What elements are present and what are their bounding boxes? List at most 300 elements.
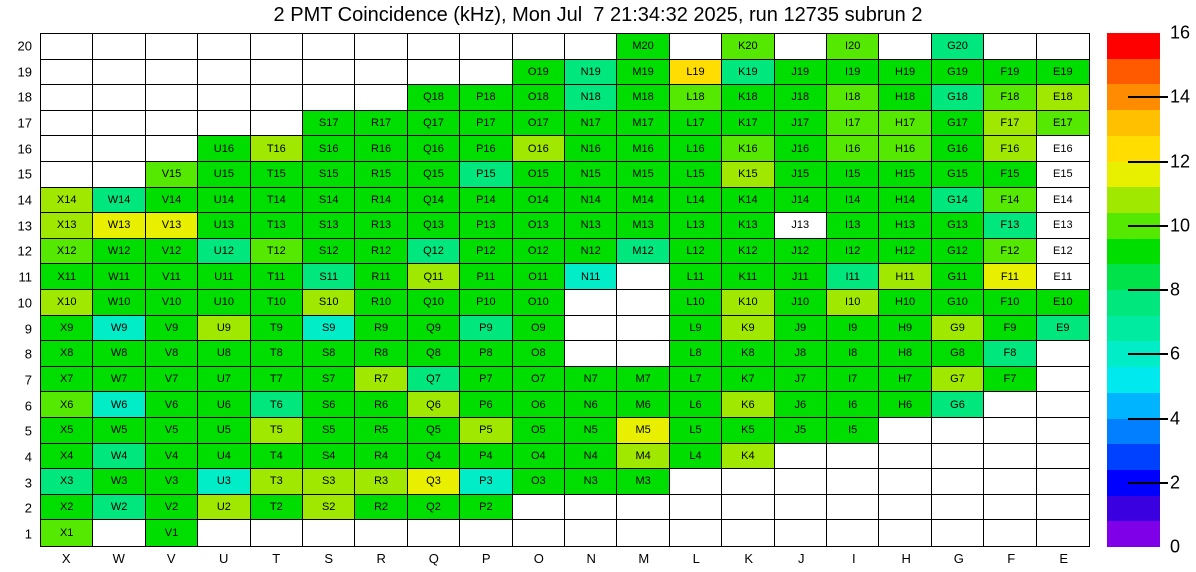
heatmap-cell: H11 <box>879 264 931 290</box>
heatmap-cell: E16 <box>1037 136 1089 162</box>
heatmap-cell: P8 <box>460 341 512 367</box>
heatmap-cell: I20 <box>827 34 879 60</box>
heatmap-cell: H9 <box>879 316 931 342</box>
heatmap-cell <box>565 34 617 60</box>
x-axis-tick-label: R <box>376 551 386 566</box>
heatmap-cell: G19 <box>932 60 984 86</box>
heatmap-cell <box>932 418 984 444</box>
heatmap-cell <box>1037 341 1089 367</box>
colorbar-tick-label: 6 <box>1170 343 1181 364</box>
heatmap-cell <box>1037 469 1089 495</box>
heatmap-cell: E19 <box>1037 60 1089 86</box>
heatmap-cell: H13 <box>879 213 931 239</box>
heatmap-cell: I5 <box>827 418 879 444</box>
colorbar-band <box>1107 187 1160 213</box>
heatmap-cell: L18 <box>670 85 722 111</box>
heatmap-cell: S16 <box>303 136 355 162</box>
heatmap-cell: L10 <box>670 290 722 316</box>
heatmap-cell <box>93 520 145 546</box>
heatmap-cell: T14 <box>251 188 303 214</box>
heatmap-cell <box>303 520 355 546</box>
heatmap-cell <box>251 111 303 137</box>
heatmap-cell <box>722 469 774 495</box>
heatmap-cell: U9 <box>198 316 250 342</box>
heatmap-cell: J9 <box>775 316 827 342</box>
heatmap-cell: T2 <box>251 495 303 521</box>
y-axis-tick-label: 16 <box>17 141 32 157</box>
heatmap-cell: N16 <box>565 136 617 162</box>
heatmap-cell: F16 <box>984 136 1036 162</box>
heatmap-cell: M19 <box>617 60 669 86</box>
heatmap-cell: V3 <box>146 469 198 495</box>
heatmap-cell: G20 <box>932 34 984 60</box>
heatmap-cell: H7 <box>879 367 931 393</box>
y-axis-tick-label: 12 <box>17 243 32 259</box>
heatmap-cell <box>775 444 827 470</box>
heatmap-cell: X1 <box>41 520 93 546</box>
heatmap-cell: Q9 <box>408 316 460 342</box>
heatmap-cell: I18 <box>827 85 879 111</box>
heatmap-cell: K19 <box>722 60 774 86</box>
y-axis-tick-label: 19 <box>17 64 32 80</box>
heatmap-cell: U4 <box>198 444 250 470</box>
heatmap-cell: H10 <box>879 290 931 316</box>
heatmap-cell <box>251 520 303 546</box>
heatmap-cell: S13 <box>303 213 355 239</box>
heatmap-cell: P2 <box>460 495 512 521</box>
heatmap-cell <box>355 60 407 86</box>
heatmap-cell: T5 <box>251 418 303 444</box>
heatmap-cell: Q5 <box>408 418 460 444</box>
heatmap-cell: T3 <box>251 469 303 495</box>
heatmap-cell: I6 <box>827 392 879 418</box>
heatmap-cell: N13 <box>565 213 617 239</box>
heatmap-cell: Q10 <box>408 290 460 316</box>
heatmap-cell: S6 <box>303 392 355 418</box>
heatmap-cell: G14 <box>932 188 984 214</box>
heatmap-cell: F15 <box>984 162 1036 188</box>
heatmap-cell: V4 <box>146 444 198 470</box>
heatmap-cell: Q18 <box>408 85 460 111</box>
heatmap-cell: O11 <box>513 264 565 290</box>
heatmap-cell: N3 <box>565 469 617 495</box>
heatmap-cell <box>565 290 617 316</box>
heatmap-cell: N11 <box>565 264 617 290</box>
heatmap-cell: O8 <box>513 341 565 367</box>
heatmap-cell: K14 <box>722 188 774 214</box>
heatmap-cell <box>513 495 565 521</box>
heatmap-cell: G13 <box>932 213 984 239</box>
heatmap-cell: F18 <box>984 85 1036 111</box>
heatmap-cell: F17 <box>984 111 1036 137</box>
heatmap-cell: K11 <box>722 264 774 290</box>
heatmap-cell: K20 <box>722 34 774 60</box>
heatmap-cell: X12 <box>41 239 93 265</box>
colorbar-band <box>1107 496 1160 522</box>
colorbar-band <box>1107 33 1160 59</box>
heatmap-cell: K12 <box>722 239 774 265</box>
heatmap-cell <box>879 495 931 521</box>
heatmap-cell: H12 <box>879 239 931 265</box>
heatmap-cell <box>41 34 93 60</box>
heatmap-cell: F10 <box>984 290 1036 316</box>
heatmap-cell: N4 <box>565 444 617 470</box>
heatmap-cell: G15 <box>932 162 984 188</box>
heatmap-cell: Q7 <box>408 367 460 393</box>
heatmap-cell: R13 <box>355 213 407 239</box>
heatmap-cell <box>670 495 722 521</box>
heatmap-cell: Q3 <box>408 469 460 495</box>
heatmap-cell <box>775 469 827 495</box>
heatmap-cell: P4 <box>460 444 512 470</box>
heatmap-cell: L7 <box>670 367 722 393</box>
heatmap-cell <box>984 444 1036 470</box>
heatmap-cell: U8 <box>198 341 250 367</box>
heatmap-cell: H15 <box>879 162 931 188</box>
heatmap-cell: P11 <box>460 264 512 290</box>
heatmap-cell <box>565 341 617 367</box>
y-axis-tick-label: 18 <box>17 89 32 105</box>
heatmap-cell <box>198 520 250 546</box>
colorbar-tick-line <box>1128 225 1168 227</box>
heatmap-cell <box>251 34 303 60</box>
heatmap-cell <box>827 520 879 546</box>
heatmap-cell: P3 <box>460 469 512 495</box>
heatmap-cell <box>251 85 303 111</box>
heatmap-cell: F19 <box>984 60 1036 86</box>
heatmap-cell: L9 <box>670 316 722 342</box>
heatmap-cell <box>670 520 722 546</box>
heatmap-cell <box>1037 392 1089 418</box>
heatmap-cell <box>879 520 931 546</box>
heatmap-cell: O15 <box>513 162 565 188</box>
heatmap-cell <box>1037 495 1089 521</box>
heatmap-cell: H14 <box>879 188 931 214</box>
heatmap-cell <box>41 85 93 111</box>
heatmap-cell: L8 <box>670 341 722 367</box>
heatmap-cell: M17 <box>617 111 669 137</box>
colorbar-tick-label: 16 <box>1170 22 1191 43</box>
heatmap-cell <box>41 111 93 137</box>
heatmap-cell: L15 <box>670 162 722 188</box>
y-axis-tick-label: 1 <box>24 526 32 542</box>
heatmap-cell: W11 <box>93 264 145 290</box>
heatmap-cell: K9 <box>722 316 774 342</box>
heatmap-cell: O16 <box>513 136 565 162</box>
heatmap-cell: F8 <box>984 341 1036 367</box>
heatmap-cell: N18 <box>565 85 617 111</box>
heatmap-cell: O10 <box>513 290 565 316</box>
heatmap-cell <box>460 34 512 60</box>
heatmap-cell <box>617 316 669 342</box>
heatmap-cell: R16 <box>355 136 407 162</box>
heatmap-cell: R9 <box>355 316 407 342</box>
heatmap-cell <box>146 111 198 137</box>
colorbar-tick-line <box>1128 418 1168 420</box>
heatmap-cell: R11 <box>355 264 407 290</box>
heatmap-cell: J18 <box>775 85 827 111</box>
y-axis-tick-label: 20 <box>17 38 32 54</box>
heatmap-cell <box>617 495 669 521</box>
heatmap-cell: O13 <box>513 213 565 239</box>
heatmap-cell: J5 <box>775 418 827 444</box>
heatmap-cell: W13 <box>93 213 145 239</box>
heatmap-cell: Q8 <box>408 341 460 367</box>
heatmap-cell <box>460 520 512 546</box>
x-axis-tick-label: O <box>533 551 544 566</box>
y-axis-tick-label: 10 <box>17 295 32 311</box>
heatmap-cell: F9 <box>984 316 1036 342</box>
heatmap-cell: P9 <box>460 316 512 342</box>
heatmap-cell: O12 <box>513 239 565 265</box>
heatmap-cell: J13 <box>775 213 827 239</box>
heatmap-cell: P7 <box>460 367 512 393</box>
heatmap-cell: M5 <box>617 418 669 444</box>
heatmap-cell: T6 <box>251 392 303 418</box>
heatmap-cell <box>984 495 1036 521</box>
heatmap-cell <box>1037 520 1089 546</box>
heatmap-cell: S3 <box>303 469 355 495</box>
heatmap-cell: G11 <box>932 264 984 290</box>
heatmap-cell <box>41 162 93 188</box>
heatmap-cell: V8 <box>146 341 198 367</box>
heatmap-cell: M13 <box>617 213 669 239</box>
heatmap-cell <box>1037 444 1089 470</box>
colorbar-band <box>1107 239 1160 265</box>
heatmap-cell: R6 <box>355 392 407 418</box>
heatmap-cell: J7 <box>775 367 827 393</box>
heatmap-cell <box>879 469 931 495</box>
heatmap-cell: I16 <box>827 136 879 162</box>
heatmap-cell: M12 <box>617 239 669 265</box>
colorbar-band <box>1107 419 1160 445</box>
x-axis-tick-label: L <box>692 551 700 566</box>
heatmap-cell: I19 <box>827 60 879 86</box>
heatmap-cell: U11 <box>198 264 250 290</box>
heatmap-cell: M4 <box>617 444 669 470</box>
heatmap-cell: W4 <box>93 444 145 470</box>
heatmap-cell <box>565 316 617 342</box>
heatmap-cell: X2 <box>41 495 93 521</box>
colorbar-band <box>1107 367 1160 393</box>
heatmap-cell <box>1037 34 1089 60</box>
heatmap-cell <box>827 444 879 470</box>
heatmap-cell: H16 <box>879 136 931 162</box>
heatmap-cell: J10 <box>775 290 827 316</box>
heatmap-cell: S11 <box>303 264 355 290</box>
heatmap-cell: Q4 <box>408 444 460 470</box>
heatmap-cell: X10 <box>41 290 93 316</box>
heatmap-cell <box>303 34 355 60</box>
heatmap-cell <box>93 60 145 86</box>
heatmap-cell: X4 <box>41 444 93 470</box>
heatmap-cell: T7 <box>251 367 303 393</box>
heatmap-cell: W8 <box>93 341 145 367</box>
heatmap-cell: U7 <box>198 367 250 393</box>
heatmap-cell: X13 <box>41 213 93 239</box>
heatmap-cell: L14 <box>670 188 722 214</box>
heatmap-cell: E9 <box>1037 316 1089 342</box>
heatmap-cell <box>41 136 93 162</box>
y-axis-tick-label: 5 <box>24 423 32 439</box>
heatmap-cell <box>408 60 460 86</box>
heatmap-cell: I11 <box>827 264 879 290</box>
x-axis-tick-label: S <box>324 551 334 566</box>
heatmap-cell: Q11 <box>408 264 460 290</box>
heatmap-cell <box>251 60 303 86</box>
heatmap-cell <box>722 520 774 546</box>
heatmap-cell: K4 <box>722 444 774 470</box>
heatmap-cell: V9 <box>146 316 198 342</box>
heatmap-cell: S10 <box>303 290 355 316</box>
heatmap-cell: W9 <box>93 316 145 342</box>
heatmap-cell: R12 <box>355 239 407 265</box>
heatmap-cell <box>984 469 1036 495</box>
heatmap-cell <box>932 520 984 546</box>
heatmap-cell <box>93 136 145 162</box>
x-axis-tick-label: V <box>166 551 176 566</box>
heatmap-cell: U13 <box>198 213 250 239</box>
x-axis-tick-label: P <box>481 551 491 566</box>
heatmap-cell: N7 <box>565 367 617 393</box>
colorbar-band <box>1107 521 1160 547</box>
y-axis-tick-label: 9 <box>24 321 32 337</box>
heatmap-cell: U6 <box>198 392 250 418</box>
heatmap-cell: N5 <box>565 418 617 444</box>
heatmap-cell <box>879 34 931 60</box>
heatmap-cell: I15 <box>827 162 879 188</box>
heatmap-cell: P16 <box>460 136 512 162</box>
heatmap-cell: G10 <box>932 290 984 316</box>
y-axis-tick-label: 14 <box>17 192 32 208</box>
heatmap-cell: V1 <box>146 520 198 546</box>
heatmap-cell <box>513 520 565 546</box>
x-axis-tick-label: X <box>61 551 71 566</box>
heatmap-cell: V11 <box>146 264 198 290</box>
heatmap-cell <box>1037 367 1089 393</box>
heatmap-cell: K17 <box>722 111 774 137</box>
heatmap-cell: G12 <box>932 239 984 265</box>
heatmap-grid <box>40 33 1090 547</box>
heatmap-cell: P10 <box>460 290 512 316</box>
heatmap-cell: T16 <box>251 136 303 162</box>
heatmap-cell: P12 <box>460 239 512 265</box>
heatmap-cell <box>303 60 355 86</box>
heatmap-cell: U12 <box>198 239 250 265</box>
x-axis-tick-label: E <box>1059 551 1069 566</box>
heatmap-cell: T11 <box>251 264 303 290</box>
heatmap-cell: Q14 <box>408 188 460 214</box>
heatmap-cell: O19 <box>513 60 565 86</box>
heatmap-cell: U3 <box>198 469 250 495</box>
heatmap-cell <box>617 290 669 316</box>
y-axis-tick-label: 7 <box>24 372 32 388</box>
heatmap-cell <box>146 85 198 111</box>
heatmap-cell: S14 <box>303 188 355 214</box>
heatmap-cell <box>879 418 931 444</box>
heatmap-cell: K10 <box>722 290 774 316</box>
heatmap-cell: O6 <box>513 392 565 418</box>
heatmap-cell: R14 <box>355 188 407 214</box>
heatmap-cell: N14 <box>565 188 617 214</box>
colorbar-band <box>1107 264 1160 290</box>
heatmap-cell: X9 <box>41 316 93 342</box>
heatmap-cell: V14 <box>146 188 198 214</box>
heatmap-cell: Q6 <box>408 392 460 418</box>
heatmap-cell: S5 <box>303 418 355 444</box>
heatmap-cell: Q16 <box>408 136 460 162</box>
x-axis-tick-label: W <box>112 551 125 566</box>
heatmap-cell: Q13 <box>408 213 460 239</box>
heatmap-cell: I8 <box>827 341 879 367</box>
heatmap-cell <box>932 495 984 521</box>
heatmap-cell <box>775 520 827 546</box>
colorbar-tick-label: 2 <box>1170 472 1181 493</box>
heatmap-cell: F7 <box>984 367 1036 393</box>
heatmap-cell: L6 <box>670 392 722 418</box>
heatmap-cell: U10 <box>198 290 250 316</box>
heatmap-cell: X11 <box>41 264 93 290</box>
heatmap-cell: X5 <box>41 418 93 444</box>
heatmap-cell: L12 <box>670 239 722 265</box>
heatmap-cell <box>984 34 1036 60</box>
heatmap-cell: P6 <box>460 392 512 418</box>
x-axis-tick-label: M <box>638 551 650 566</box>
x-axis-tick-label: F <box>1007 551 1016 566</box>
heatmap-cell: S8 <box>303 341 355 367</box>
heatmap-cell: M3 <box>617 469 669 495</box>
heatmap-cell: Q15 <box>408 162 460 188</box>
heatmap-cell: P18 <box>460 85 512 111</box>
heatmap-cell: R4 <box>355 444 407 470</box>
colorbar-tick-line <box>1128 353 1168 355</box>
heatmap-cell: W5 <box>93 418 145 444</box>
x-axis-tick-label: K <box>744 551 754 566</box>
heatmap-cell: X7 <box>41 367 93 393</box>
heatmap-cell: S15 <box>303 162 355 188</box>
heatmap-cell: N12 <box>565 239 617 265</box>
heatmap-cell: I17 <box>827 111 879 137</box>
heatmap-cell: X14 <box>41 188 93 214</box>
heatmap-cell: S2 <box>303 495 355 521</box>
heatmap-cell: L19 <box>670 60 722 86</box>
heatmap-cell: E10 <box>1037 290 1089 316</box>
heatmap-cell: R5 <box>355 418 407 444</box>
heatmap-cell: U15 <box>198 162 250 188</box>
heatmap-cell: F13 <box>984 213 1036 239</box>
heatmap-cell <box>670 469 722 495</box>
heatmap-cell: J11 <box>775 264 827 290</box>
heatmap-cell: O14 <box>513 188 565 214</box>
heatmap-cell: R17 <box>355 111 407 137</box>
heatmap-cell: V5 <box>146 418 198 444</box>
heatmap-cell: I13 <box>827 213 879 239</box>
heatmap-cell <box>408 34 460 60</box>
colorbar-tick-label: 4 <box>1170 408 1181 428</box>
heatmap-cell: M14 <box>617 188 669 214</box>
x-axis-tick-label: H <box>901 551 911 566</box>
heatmap-cell <box>355 85 407 111</box>
heatmap-cell: L13 <box>670 213 722 239</box>
colorbar-band <box>1107 290 1160 316</box>
heatmap-cell <box>932 444 984 470</box>
heatmap-cell: N17 <box>565 111 617 137</box>
heatmap-cell: U2 <box>198 495 250 521</box>
heatmap-cell: L11 <box>670 264 722 290</box>
x-axis-tick-label: I <box>851 551 856 566</box>
heatmap-cell: W7 <box>93 367 145 393</box>
heatmap-cell: N6 <box>565 392 617 418</box>
